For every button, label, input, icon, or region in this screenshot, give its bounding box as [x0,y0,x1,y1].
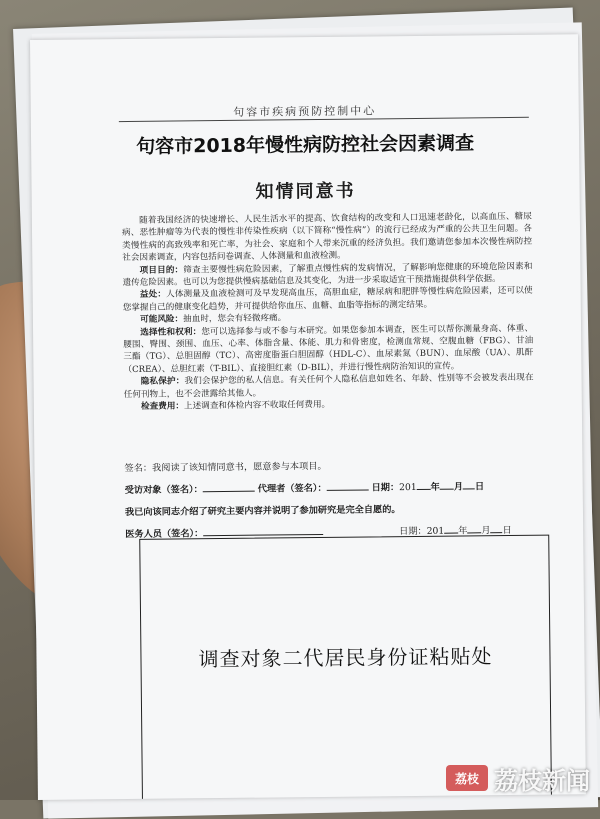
consent-statement: 签名：我阅读了该知情同意书，愿意参与本项目。 [124,460,327,475]
fee-label: 检查费用： [140,401,185,412]
rights-label: 选择性和权利： [140,326,202,338]
consent-form-page [30,34,586,800]
doctor-day-char: 日 [502,524,512,537]
day-field[interactable] [463,479,475,489]
doctor-date-year: 201 [426,525,445,537]
intro-paragraph: 随着我国经济的快速增长、人民生活水平的提高、饮食结构的改变和人口迅速老龄化，以高血压、糖尿病、恶性肿瘤等为代表的慢性非传染性疾病（以下简称“慢性病”）的流行已经成为严重的公共卫生问题。各类慢性病的高致残率和死亡率，为社会、家庭和个人带来沉重的经济负担。我们邀请您参加本次慢性病防控社会因素调查，内容包括问卷调查、人体测量和血液检测。 [121,211,533,264]
doctor-month-field[interactable] [467,523,481,533]
id-card-paste-box [139,535,552,800]
doctor-statement-text: 我已向该同志介绍了研究主要内容并说明了参加研究是完全自愿的。 [124,504,401,519]
signature-section [124,456,544,541]
organization-header: 句容市疾病预防控制中心 [233,104,377,119]
doctor-statement [125,501,401,518]
doctor-year-char: 年 [458,525,468,537]
doctor-year-field[interactable] [444,524,458,534]
watermark-text: 荔枝新闻 [494,766,590,795]
benefit-label: 益处： [139,290,167,301]
doctor-month-char: 月 [481,525,491,537]
risk-label: 可能风险： [140,314,184,326]
doctor-day-field[interactable] [491,523,503,533]
doctor-date-label: 日期： [399,525,427,538]
document-title: 句容市2018年慢性病防控社会因素调查 [136,132,475,158]
month-field[interactable] [440,480,454,490]
risk-text: 抽血时，您会有轻微疼痛。 [183,313,287,325]
doctor-signature-field[interactable] [203,525,323,536]
document-subtitle: 知情同意书 [255,180,356,203]
day-char: 日 [474,481,485,493]
agent-signature-field[interactable] [327,480,369,490]
watermark-logo-icon: 荔枝 [446,765,488,791]
agent-signature-label: 代理者（签名）： [257,482,327,495]
subject-signature-row [125,478,485,496]
date-year: 201 [399,481,417,494]
fee-text: 上述调查和体检内容不收取任何费用。 [183,399,331,412]
consent-body [122,211,534,414]
rights-paragraph [123,322,533,376]
benefit-text: 人体测量及血液检测可及早发现高血压，高胆血症，糖尿病和肥胖等慢性病危险因素，还可以使您掌握自己的健康变化趋势，并可提供给你血压、血糖、血脂等指标的测定结果。 [122,286,533,313]
id-card-paste-label: 调查对象二代居民身份证粘贴处 [198,644,493,672]
subject-signature-field[interactable] [203,482,255,493]
rights-text: 您可以选择参与或不参与本研究。如果您参加本调查，医生可以帮你测量身高、体重、腰围、臀围、颈围、血压、心率、体脂含量、体能、肌力和骨密度，检测血常规、空腹血糖（FBG）、甘油三酯（TG）、总胆固醇（TC）、高密度脂蛋白胆固醇（HDL-C）、血尿素氮（BUN）、血尿酸（UA）、肌酐（CREA）、总胆红素（T-BIL）、直接胆红素（D-BIL），并进行慢性病防治知识的宣传。 [123,323,534,375]
privacy-label: 隐私保护： [140,376,185,388]
doctor-signature-label: 医务人员（签名）： [125,528,204,541]
news-watermark [446,762,590,794]
year-char: 年 [430,481,440,493]
purpose-label: 项目目的： [139,265,184,276]
subject-signature-label: 受访对象（签名）： [124,484,203,497]
date-label: 日期： [371,482,400,494]
purpose-text: 筛查主要慢性病危险因素，了解重点慢性病的发病情况，了解影响您健康的环境危险因素和遗传危险因素。也可以为您提供慢病基础信息及其变化，为进一步采取适宜干预措施提供科学依据。 [122,261,533,289]
privacy-text: 我们会保护您的私人信息。有关任何个人隐私信息如姓名、年龄、性别等不会被发表出现在任何刊物上，也不会泄露给其他人。 [123,373,534,400]
month-char: 月 [453,481,464,493]
year-field[interactable] [417,480,431,490]
